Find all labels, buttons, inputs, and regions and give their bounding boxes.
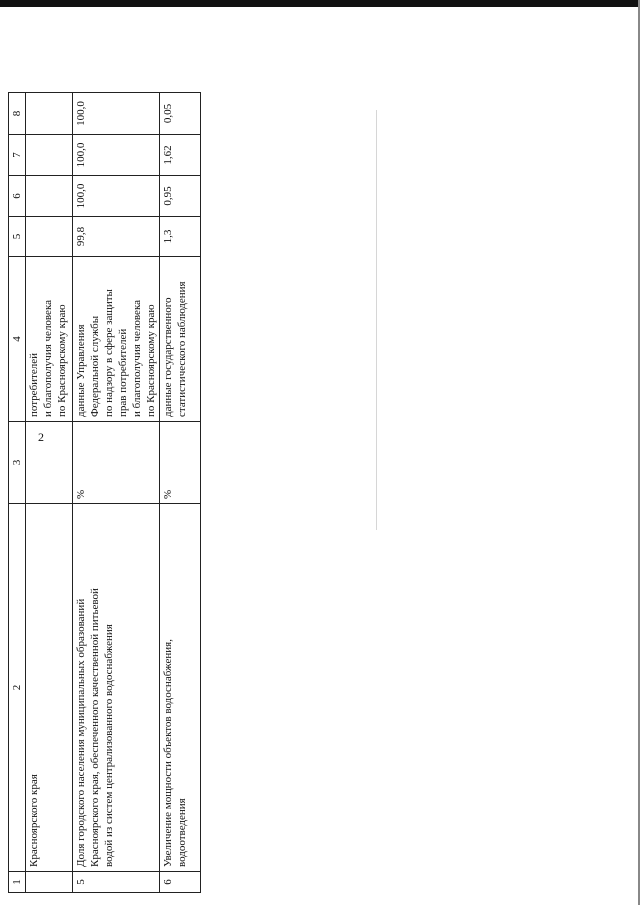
row-number: 6 — [160, 872, 201, 893]
table-row — [73, 93, 160, 893]
indicators-table — [8, 92, 201, 893]
source-line: статистического наблюдения — [176, 281, 188, 417]
source-line: Федеральной службы — [89, 315, 101, 417]
source-line: данные государственного — [162, 297, 174, 417]
header-cell: 4 — [9, 257, 26, 422]
value-cell: 1,3 — [160, 217, 201, 257]
scan-artifact-line — [376, 110, 377, 530]
header-cell: 5 — [9, 217, 26, 257]
unit-cell: % — [73, 422, 160, 504]
source-cell — [73, 257, 160, 422]
source-line: прав потребителей — [117, 328, 129, 417]
value-cell: 100,0 — [73, 176, 160, 217]
source-line: по надзору в сфере защиты — [103, 289, 115, 417]
value-cell: 100,0 — [73, 135, 160, 176]
indicator-name — [160, 504, 201, 872]
value-cell: 99,8 — [73, 217, 160, 257]
table-row — [160, 93, 201, 893]
header-cell: 1 — [9, 872, 26, 893]
source-line: по Красноярскому краю — [145, 304, 157, 417]
source-line: и благополучия человека — [42, 299, 54, 417]
value-cell — [26, 176, 73, 217]
name-line: Увеличение мощности объектов водоснабжения, — [162, 639, 174, 867]
name-line: водой из систем централизованного водоснабжения — [103, 624, 115, 867]
source-cell — [26, 257, 73, 422]
header-cell: 2 — [9, 504, 26, 872]
unit-cell — [26, 422, 73, 504]
indicator-name — [73, 504, 160, 872]
value-cell: 1,62 — [160, 135, 201, 176]
table-header-row — [9, 93, 26, 893]
value-cell: 0,05 — [160, 93, 201, 135]
source-line: данные Управления — [75, 324, 87, 417]
name-line: водоотведения — [176, 798, 188, 867]
page-top-edge — [0, 0, 640, 7]
indicator-name: Красноярского края — [26, 504, 73, 872]
table-row — [26, 93, 73, 893]
source-line: по Красноярскому краю — [56, 304, 68, 417]
source-line: и благополучия человека — [131, 299, 143, 417]
header-cell: 6 — [9, 176, 26, 217]
source-line: потребителей — [28, 353, 40, 417]
row-number — [26, 872, 73, 893]
header-cell: 3 — [9, 422, 26, 504]
source-cell — [160, 257, 201, 422]
value-cell: 100,0 — [73, 93, 160, 135]
rotated-table-container — [8, 93, 190, 893]
value-cell — [26, 135, 73, 176]
unit-cell: % — [160, 422, 201, 504]
value-cell — [26, 217, 73, 257]
header-cell: 7 — [9, 135, 26, 176]
value-cell: 0,95 — [160, 176, 201, 217]
page-number: 2 — [38, 430, 44, 444]
name-line: Красноярского края, обеспеченного качественной питьевой — [89, 588, 101, 867]
header-cell: 8 — [9, 93, 26, 135]
name-line: Доля городского населения муниципальных образований — [75, 598, 87, 867]
row-number: 5 — [73, 872, 160, 893]
value-cell — [26, 93, 73, 135]
